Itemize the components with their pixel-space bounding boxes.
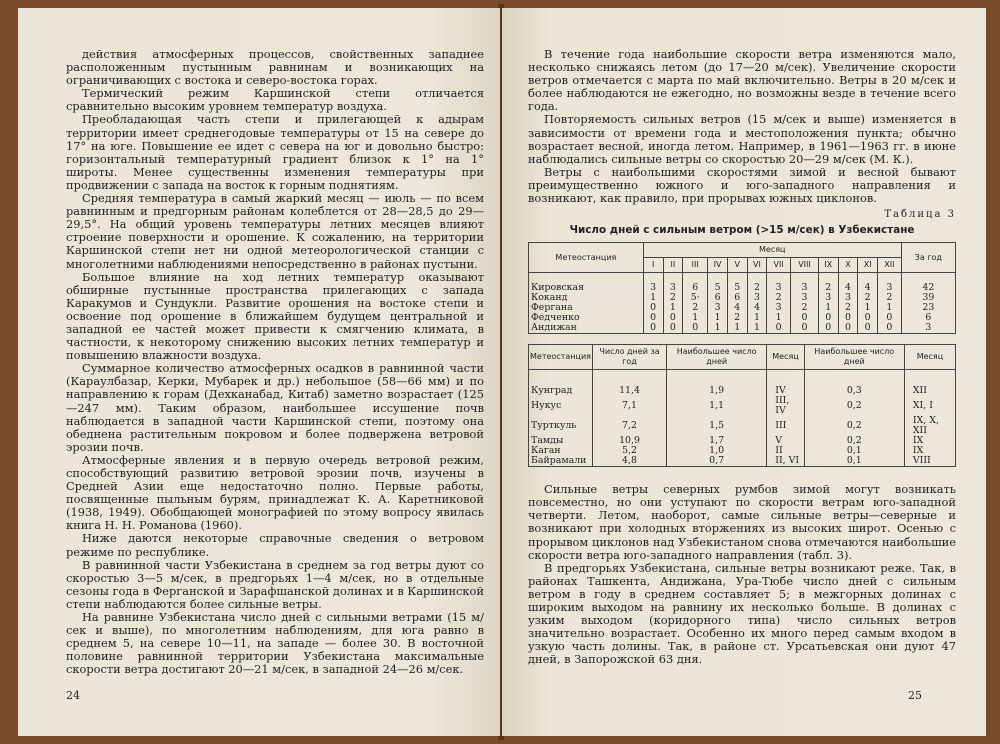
value-cell: 5 — [727, 273, 747, 294]
value-cell: 5· — [683, 293, 708, 303]
month-column-header: X — [838, 258, 858, 273]
month-column-header: VIII — [791, 258, 819, 273]
value-cell: 4 — [747, 303, 767, 313]
table-row — [529, 323, 956, 334]
days-cell: 4,8 — [592, 456, 666, 467]
value-cell: 2 — [858, 293, 878, 303]
max1-cell: 1,7 — [667, 436, 767, 446]
value-cell: 1 — [818, 303, 838, 313]
max2-cell: 0,1 — [804, 446, 904, 456]
month2-cell: VIII — [904, 456, 955, 467]
table-label: Таблица 3 — [884, 209, 956, 221]
column-header: Метеостанция — [529, 345, 593, 370]
value-cell: 6 — [708, 293, 728, 303]
value-cell: 3 — [818, 293, 838, 303]
paragraph: Ветры с наибольшими скоростями зимой и весной бывают преимущественно южного и юго-западного направления и возникают, как правило, при прорывах южных циклонов. — [528, 164, 956, 206]
month-column-header: XI — [858, 258, 878, 273]
month2-cell: XII — [904, 370, 955, 397]
total-cell: 23 — [901, 303, 955, 313]
value-cell: 0 — [818, 323, 838, 334]
paragraph: В предгорьях Узбекистана, сильные ветры возникают реже. Так, в районах Ташкента, Андижана, Ура-Тюбе число дней с сильным ветром в году в среднем составляет 5; в межгорных долинах с широким выходом на равнину их несколько больше. В долинах с узким выходом (коридорного типа) число сильных ветров значительно возрастает. Особенно их много перед самым входом в узкую часть долины. Так, в районе ст. Урсатьевская они дуют 47 дней, в Запорожской 63 дня. — [528, 560, 956, 667]
value-cell: 0 — [643, 303, 663, 313]
value-cell: 4 — [727, 303, 747, 313]
left-page — [18, 8, 500, 736]
paragraph: Ниже даются некоторые справочные сведения о ветровом режиме по республике. — [66, 531, 484, 559]
value-cell: 2 — [683, 303, 708, 313]
month-column-header: III — [683, 258, 708, 273]
month1-cell: III, IV — [767, 396, 804, 416]
max1-cell: 1,1 — [667, 396, 767, 416]
month1-cell: V — [767, 436, 804, 446]
month2-cell: XI, I — [904, 396, 955, 416]
max1-cell: 1,0 — [667, 446, 767, 456]
max2-cell: 0,3 — [804, 370, 904, 397]
value-cell: 2 — [663, 293, 683, 303]
days-cell: 10,9 — [592, 436, 666, 446]
month-column-header: I — [643, 258, 663, 273]
month-column-header: IV — [708, 258, 728, 273]
month2-cell: IX — [904, 446, 955, 456]
total-cell: 39 — [901, 293, 955, 303]
days-cell: 7,2 — [592, 416, 666, 436]
value-cell: 3 — [838, 293, 858, 303]
table-row — [529, 370, 956, 397]
value-cell: 0 — [663, 323, 683, 334]
month-column-header: II — [663, 258, 683, 273]
value-cell: 3 — [747, 293, 767, 303]
value-cell: 2 — [791, 303, 819, 313]
station-cell: Турткуль — [529, 416, 593, 436]
left-page-text — [66, 48, 484, 677]
value-cell: 2 — [767, 293, 791, 303]
total-cell: 42 — [901, 273, 955, 294]
month-column-header: V — [727, 258, 747, 273]
value-cell: 0 — [683, 323, 708, 334]
month1-cell: IV — [767, 370, 804, 397]
value-cell: 1 — [747, 323, 767, 334]
paragraph: Атмосферные явления и в первую очередь ветровой режим, способствующий развитию ветровой эрозии почв, изучены в Средней Азии еще недостаточно полно. Первые работы, посвященные пыльным бурям, принадлежат К. А. Каретниковой (1938, 1949). Обобщающей монографией по этому вопросу явилась книга Н. Н. Романова (1960). — [66, 452, 484, 533]
paragraph: Преобладающая часть степи и прилегающей к адырам территории имеет среднегодовые температуры от 15 на севере до 17° на юге. Повышение ее идет с севера на юг и довольно быстро: горизонтальный температурный градиент близок к 1° на 1° широты. Менее существенны изменения температуры при продвижении с запада на восток к горным поднятиям. — [66, 112, 484, 192]
value-cell: 4 — [858, 273, 878, 294]
month1-cell: II — [767, 446, 804, 456]
paragraph: Средняя температура в самый жаркий месяц — июль — по всем равнинным и предгорным районам колеблется от 28—28,5 до 29—29,5°. На общий уровень температуры летних месяцев влияют строение поверхности и орошение. К сожалению, на территории Каршинской степи нет ни одной метеорологической станции с многолетними наблюдениями непосредственно в районах пустыни. — [66, 191, 484, 271]
month1-cell: III — [767, 416, 804, 436]
value-cell: 1 — [708, 313, 728, 323]
station-cell: Байрамали — [529, 456, 593, 467]
max2-cell: 0,2 — [804, 416, 904, 436]
value-cell: 1 — [683, 313, 708, 323]
station-wind-days-table — [528, 344, 956, 467]
column-header: Месяц — [904, 345, 955, 370]
monthly-wind-days-table — [528, 242, 956, 334]
value-cell: 0 — [878, 323, 902, 334]
right-page — [502, 8, 986, 736]
value-cell: 3 — [643, 273, 663, 294]
value-cell: 2 — [747, 273, 767, 294]
paragraph: действия атмосферных процессов, свойственных западнее расположенным пустынным равнинам и возникающих на ограничивающих с востока и северо-востока горах. — [66, 47, 484, 88]
value-cell: 0 — [791, 313, 819, 323]
paragraph: Термический режим Каршинской степи отличается сравнительно высоким уровнем температур воздуха. — [66, 86, 484, 114]
days-cell: 11,4 — [592, 370, 666, 397]
value-cell: 0 — [767, 323, 791, 334]
value-cell: 2 — [818, 273, 838, 294]
max2-cell: 0,2 — [804, 436, 904, 446]
value-cell: 5 — [708, 273, 728, 294]
paragraph: В течение года наибольшие скорости ветра изменяются мало, несколько снижаясь летом (до 17—20 м/сек). Увеличение скорости ветров отмечается с марта по май включительно. Ветры в 20 м/сек и более наблюдаются не ежегодно, но возможны везде в течение всего года. — [528, 47, 956, 114]
station-cell: Фергана — [529, 303, 644, 313]
value-cell: 3 — [767, 303, 791, 313]
days-cell: 5,2 — [592, 446, 666, 456]
paragraph: В равнинной части Узбекистана в среднем за год ветры дуют со скоростью 3—5 м/сек, в предгорьях 1—4 м/сек, но в отдельные сезоны года в Ферганской и Зарафшанской долинах и в Каршинской степи наблюдаются более сильные ветры. — [66, 557, 484, 611]
table-row — [529, 273, 956, 294]
value-cell: 1 — [663, 303, 683, 313]
table-row — [529, 436, 956, 446]
value-cell: 2 — [878, 293, 902, 303]
value-cell: 6 — [683, 273, 708, 294]
paragraph: Большое влияние на ход летних температур оказывают обширные пустынные пространства прилегающих с запада Каракумов и Сундукли. Развитие орошения на востоке степи и освоение под орошение в ближайшем будущем центральной и западной ее частей может привести к смягчению климата, в частности, к некоторому снижению высоких летних температур и повышению влажности воздуха. — [66, 269, 484, 363]
month2-cell: IX — [904, 436, 955, 446]
station-cell: Андижан — [529, 323, 644, 334]
value-cell: 6 — [727, 293, 747, 303]
max1-cell: 0,7 — [667, 456, 767, 467]
value-cell: 3 — [708, 303, 728, 313]
value-cell: 0 — [838, 323, 858, 334]
value-cell: 0 — [838, 313, 858, 323]
table-row — [529, 446, 956, 456]
value-cell: 0 — [858, 313, 878, 323]
total-header: За год — [901, 243, 955, 273]
month-header: Месяц — [643, 243, 901, 258]
table-row — [529, 416, 956, 436]
max2-cell: 0,2 — [804, 396, 904, 416]
right-page-text-bottom — [528, 483, 956, 666]
right-page-text-top — [528, 48, 956, 205]
value-cell: 1 — [643, 293, 663, 303]
right-page-number: 25 — [908, 689, 922, 702]
station-cell: Каган — [529, 446, 593, 456]
value-cell: 1 — [708, 323, 728, 334]
paragraph: На равнине Узбекистана число дней с сильными ветрами (15 м/сек и выше), по многолетним наблюдениям, для юга равно в среднем 5, на севере 10—11, на западе — более 30. В восточной половине равнинной территории Узбекистана максимальные скорости ветра достигают 20—21 м/сек, в западной 24—26 м/сек. — [66, 610, 484, 677]
column-header: Наибольшее число дней — [667, 345, 767, 370]
station-cell: Кировская — [529, 273, 644, 294]
value-cell: 2 — [727, 313, 747, 323]
value-cell: 0 — [643, 323, 663, 334]
table-row — [529, 396, 956, 416]
total-cell: 3 — [901, 323, 955, 334]
column-header: Наибольшее число дней — [804, 345, 904, 370]
value-cell: 0 — [878, 313, 902, 323]
value-cell: 3 — [791, 293, 819, 303]
value-cell: 1 — [878, 303, 902, 313]
month-column-header: IX — [818, 258, 838, 273]
value-cell: 4 — [838, 273, 858, 294]
total-cell: 6 — [901, 313, 955, 323]
value-cell: 0 — [858, 323, 878, 334]
value-cell: 0 — [818, 313, 838, 323]
value-cell: 1 — [858, 303, 878, 313]
table-title: Число дней с сильным ветром (>15 м/сек) в Узбекистане — [569, 224, 915, 237]
value-cell: 1 — [727, 323, 747, 334]
paragraph: Повторяемость сильных ветров (15 м/сек и выше) изменяется в зависимости от времени года и местоположения пункта; обычно возрастает весной, иногда летом. Например, в 1961—1963 гг. в июне наблюдались сильные ветры со скоростью 20—29 м/сек (М. К.). — [528, 112, 956, 166]
max1-cell: 1,5 — [667, 416, 767, 436]
station-cell: Кунград — [529, 370, 593, 397]
column-header: Месяц — [767, 345, 804, 370]
value-cell: 0 — [643, 313, 663, 323]
value-cell: 1 — [767, 313, 791, 323]
station-cell: Нукус — [529, 396, 593, 416]
value-cell: 0 — [791, 323, 819, 334]
value-cell: 2 — [838, 303, 858, 313]
month1-cell: II, VI — [767, 456, 804, 467]
paragraph: Сильные ветры северных румбов зимой могут возникать повсеместно, но они уступают по скорости ветрам юго-западной четверти. Летом, наоборот, самые сильные ветры—северные и возникают при холодных вторжениях из высоких широт. Осенью с прорывом циклонов над Узбекистаном снова отмечаются наибольшие скорости ветра юго-западного направления (табл. 3). — [528, 482, 956, 562]
value-cell: 0 — [663, 313, 683, 323]
paragraph: Суммарное количество атмосферных осадков в равнинной части (Караулбазар, Керки, Мубарек и др.) небольшое (58—66 мм) и по направлению к горам (Дехканабад, Китаб) заметно возрастает (125—247 мм). Таким образом, наибольшее иссушение почв наблюдается в западной части Каршинской степи, поэтому она обеднена растительным покровом и более подвержена ветровой эрозии почв. — [66, 361, 484, 454]
value-cell: 3 — [878, 273, 902, 294]
max1-cell: 1,9 — [667, 370, 767, 397]
value-cell: 3 — [663, 273, 683, 294]
month-column-header: VI — [747, 258, 767, 273]
max2-cell: 0,1 — [804, 456, 904, 467]
value-cell: 3 — [767, 273, 791, 294]
column-header: Число дней за год — [592, 345, 666, 370]
station-cell: Коканд — [529, 293, 644, 303]
station-cell: Тамды — [529, 436, 593, 446]
month2-cell: IX, X, XII — [904, 416, 955, 436]
table-row — [529, 456, 956, 467]
month-column-header: XII — [878, 258, 902, 273]
station-cell: Федченко — [529, 313, 644, 323]
value-cell: 1 — [747, 313, 767, 323]
left-page-number: 24 — [66, 689, 80, 702]
station-header: Метеостанция — [529, 243, 644, 273]
month-column-header: VII — [767, 258, 791, 273]
days-cell: 7,1 — [592, 396, 666, 416]
value-cell: 3 — [791, 273, 819, 294]
